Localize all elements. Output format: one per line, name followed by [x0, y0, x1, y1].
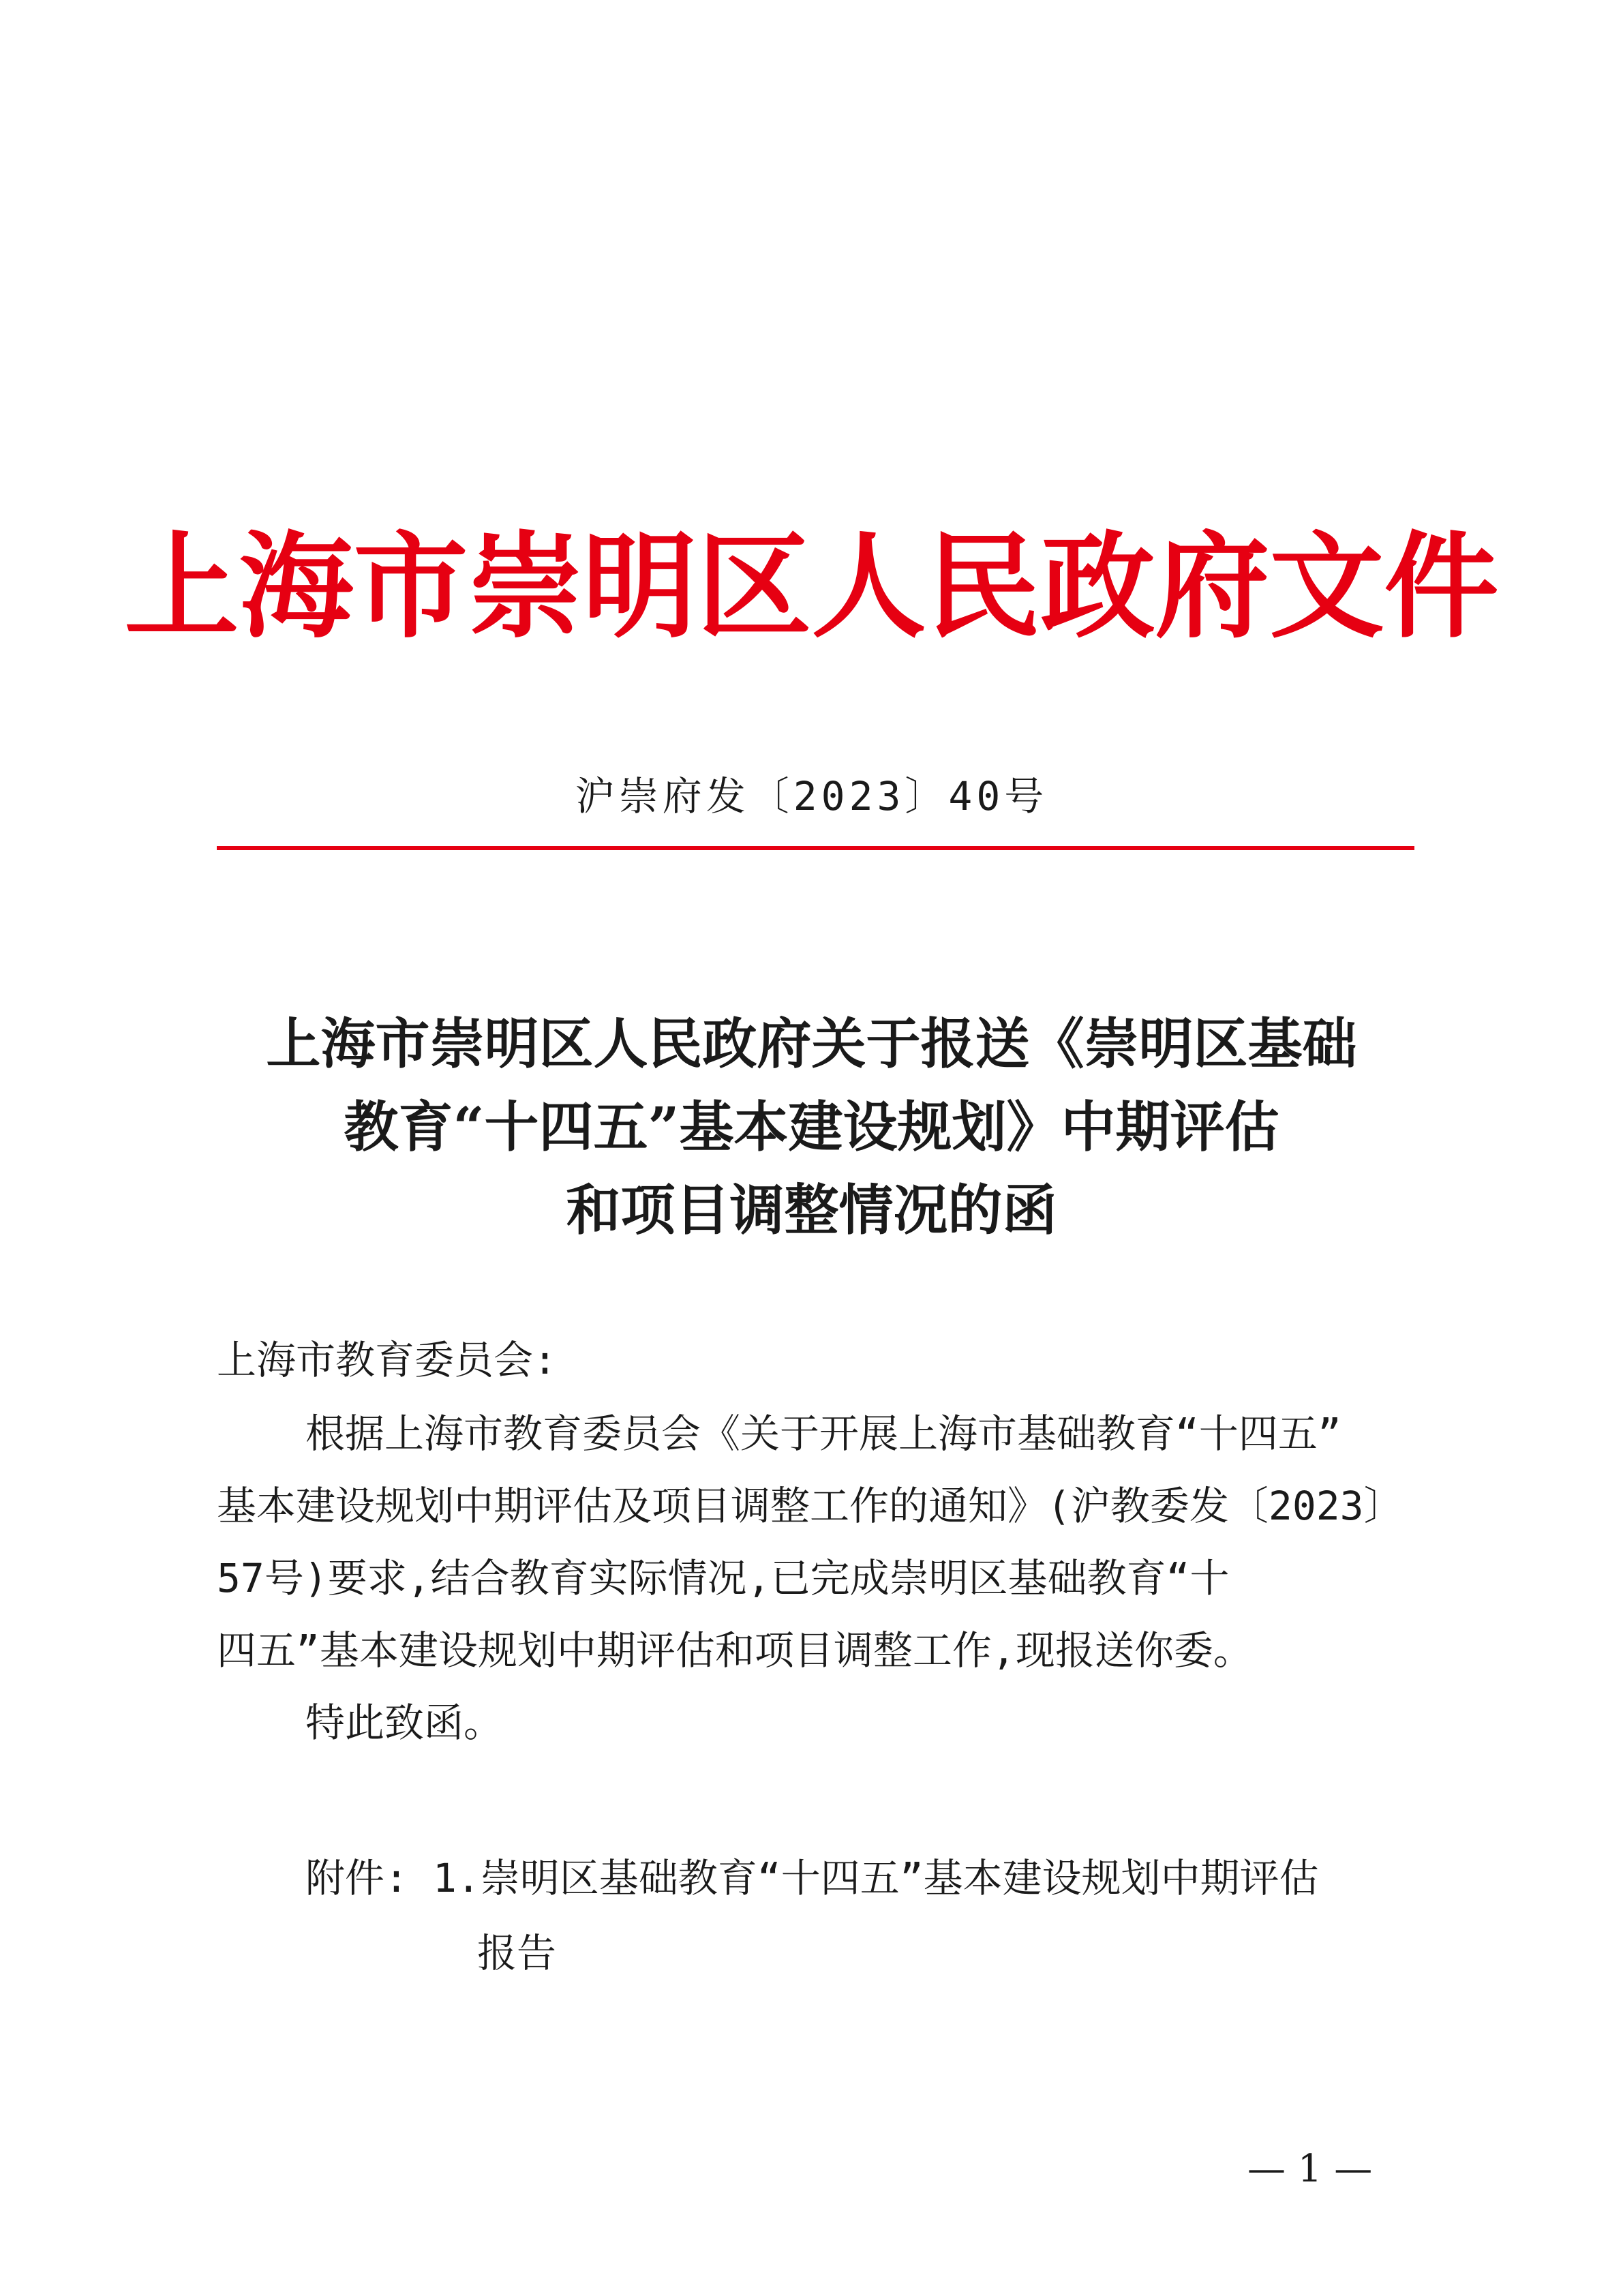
- body-line-4: 四五”基本建设规划中期评估和项目调整工作,现报送你委。: [217, 1627, 1253, 1674]
- attachment-item-1-line-1: 1.崇明区基础教育“十四五”基本建设规划中期评估: [433, 1855, 1319, 1901]
- title-line-1: 上海市崇明区人民政府关于报送《崇明区基础: [266, 1012, 1357, 1076]
- body-line-2: 基本建设规划中期评估及项目调整工作的通知》(沪教委发〔2023〕: [217, 1483, 1404, 1529]
- title-line-3: 和项目调整情况的函: [566, 1178, 1057, 1242]
- closing-line: 特此致函。: [305, 1700, 504, 1746]
- masthead-title: 上海市崇明区人民政府文件: [124, 519, 1499, 654]
- document-title: [0, 1002, 1623, 1252]
- attachment-item-1-line-2: 报告: [477, 1930, 557, 1976]
- document-number: 沪崇府发〔2023〕40号: [575, 773, 1048, 819]
- body-line-3: 57号)要求,结合教育实际情况,已完成崇明区基础教育“十: [217, 1555, 1230, 1601]
- salutation: 上海市教育委员会:: [217, 1337, 557, 1383]
- page-number: — 1 —: [1247, 2147, 1373, 2191]
- title-line-2: 教育“十四五”基本建设规划》中期评估: [344, 1095, 1279, 1159]
- body-line-1: 根据上海市教育委员会《关于开展上海市基础教育“十四五”: [305, 1410, 1341, 1457]
- red-divider-rule: [217, 846, 1414, 850]
- attachment-label: 附件:: [305, 1855, 408, 1901]
